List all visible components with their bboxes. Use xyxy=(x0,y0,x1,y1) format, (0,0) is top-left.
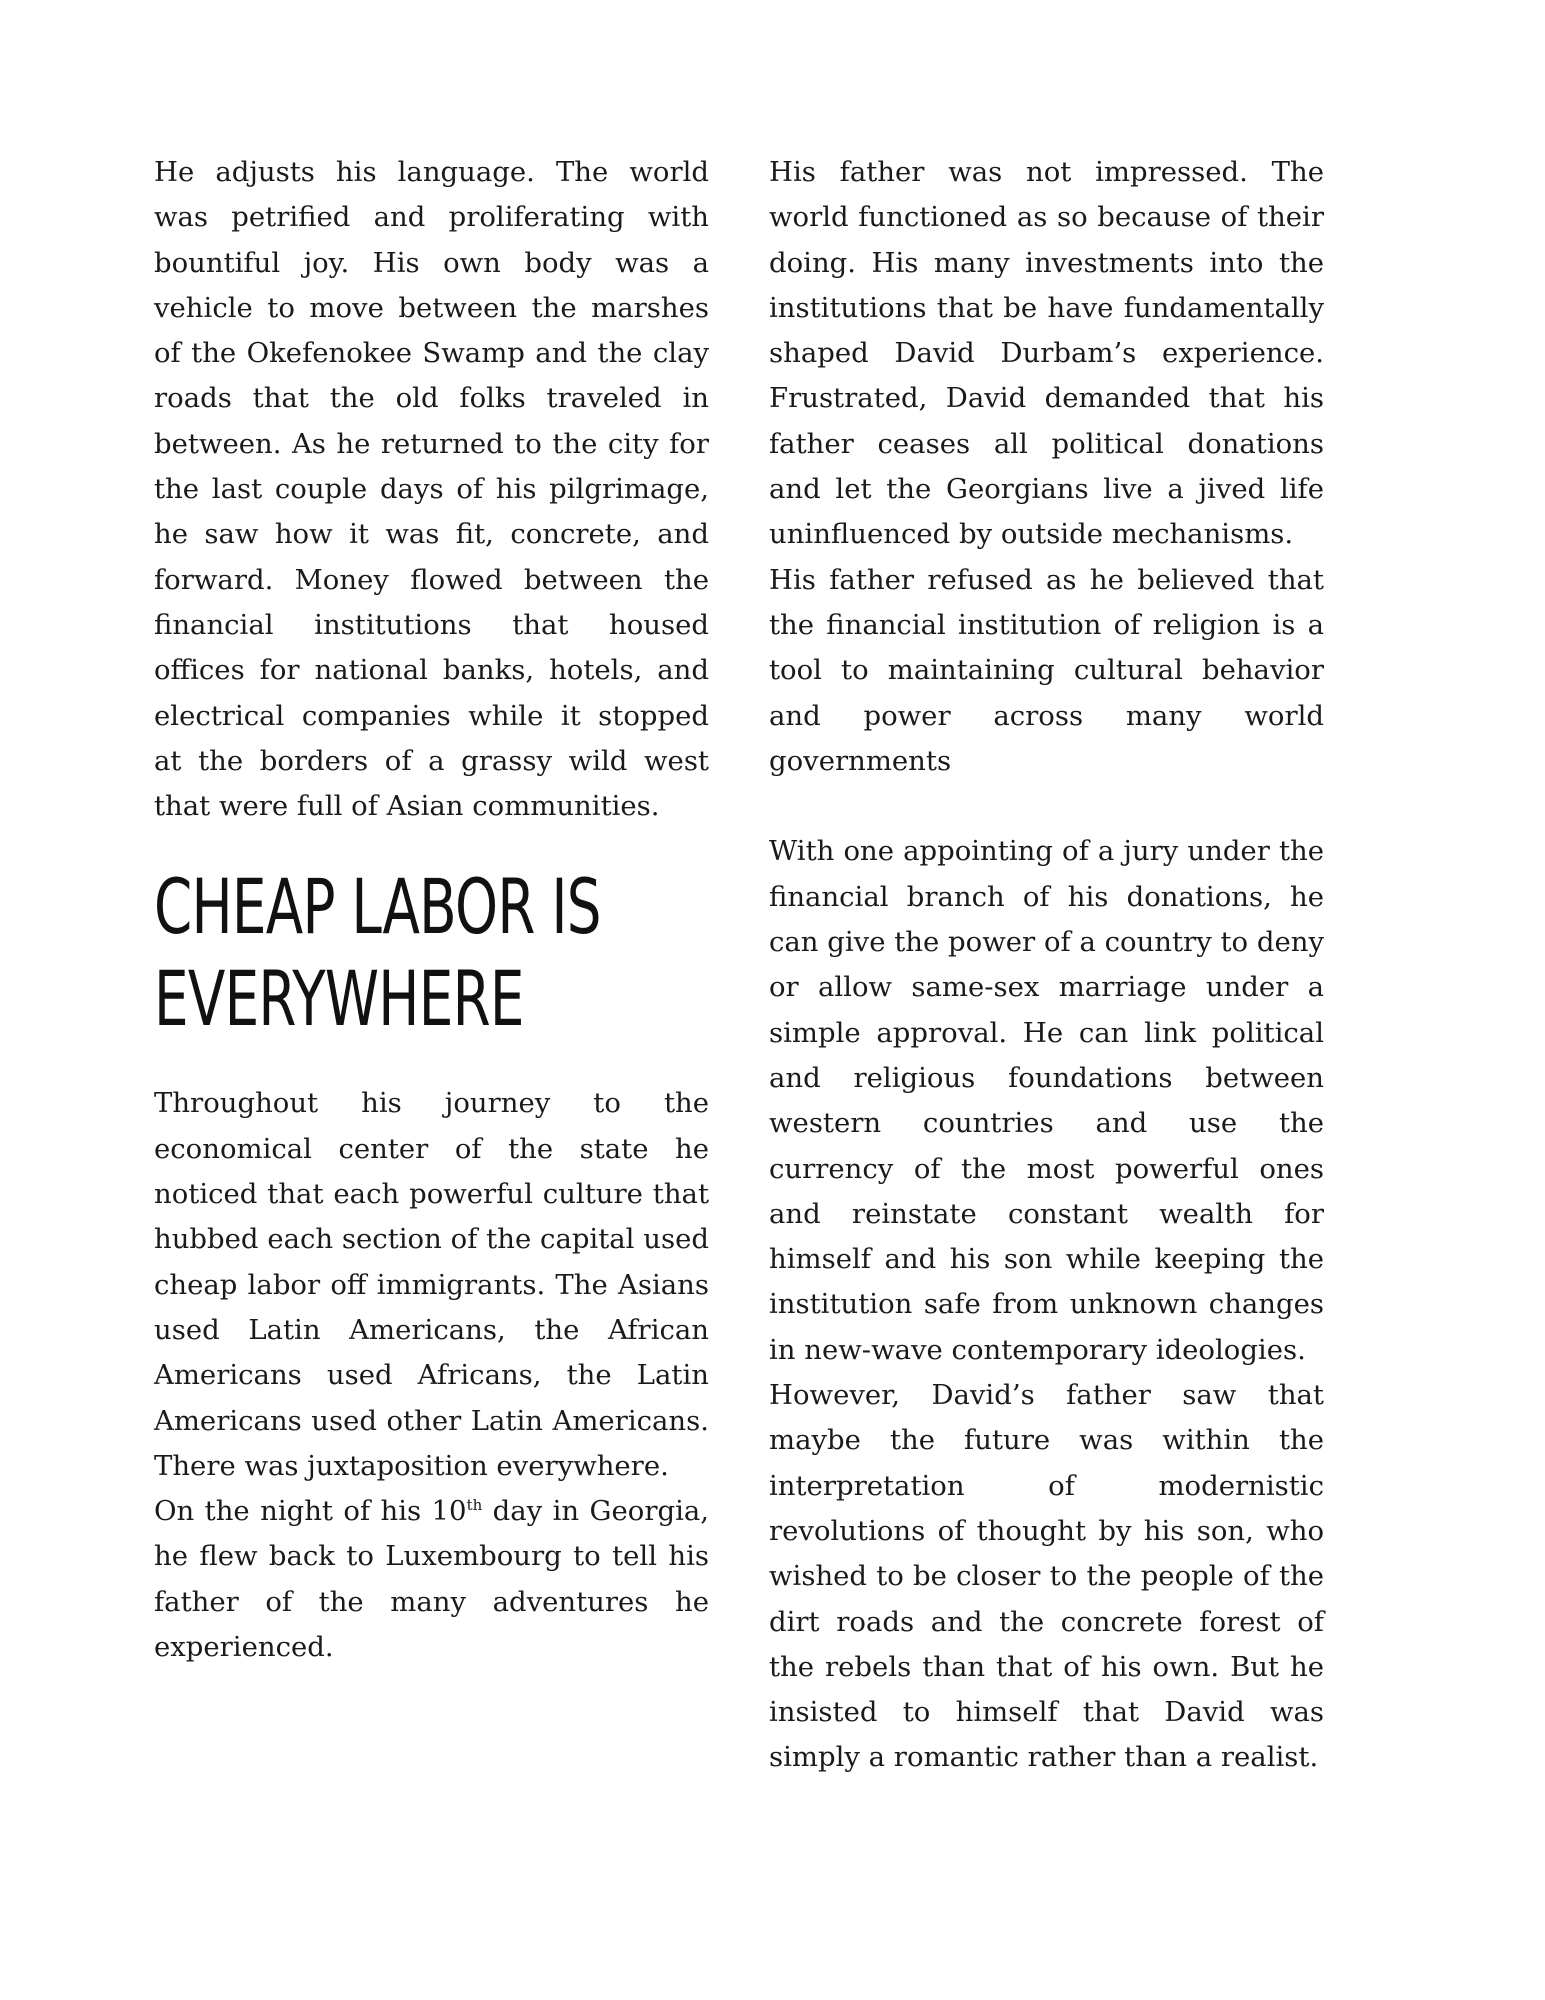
right-paragraph-2: His father refused as he believed that the financial institution of religion is a tool to maintaining cultural behavior and power across many world governments xyxy=(769,563,1324,777)
left-paragraph-3-text-b: day in Georgia, he flew back to Luxembourg to tell his father of the many adventures he experienced. xyxy=(154,1495,710,1664)
left-column xyxy=(154,150,709,1670)
right-paragraph-1: His father was not impressed. The world functioned as so because of their doing. His many investments into the institutions that be have fundamentally shaped David Durbam’s experience. Frustrated, David demanded that his father ceases all political donations and let the Georgians live a jived life uninfluenced by outside mechanisms. xyxy=(769,156,1324,551)
left-paragraph-2: Throughout his journey to the economical center of the state he noticed that each powerful culture that hubbed each section of the capital used cheap labor off immigrants. The Asians used Latin Americans, the African Americans used Africans, the Latin Americans used other Latin Americans. There was juxtaposition everywhere. xyxy=(154,1087,709,1482)
section-heading-line-2: EVERYWHERE xyxy=(154,954,524,1044)
paragraph-spacer xyxy=(769,784,1324,829)
left-paragraph-3 xyxy=(154,1489,709,1670)
left-paragraph-1: He adjusts his language. The world was petrified and proliferating with bountiful joy. His own body was a vehicle to move between the marshes of the Okefenokee Swamp and the clay roads that the old folks traveled in between. As he returned to the city for the last couple days of his pilgrimage, he saw how it was fit, concrete, and forward. Money flowed between the financial institutions that housed offices for national banks, hotels, and electrical companies while it stopped at the borders of a grassy wild west that were full of Asian communities. xyxy=(154,156,709,823)
section-heading-line-1: CHEAP LABOR IS xyxy=(154,862,601,952)
right-paragraph-4: However, David’s father saw that maybe the future was within the interpretation of modernistic revolutions of thought by his son, who wished to be closer to the people of the dirt roads and the concrete forest of the rebels than that of his own. But he insisted to himself that David was simply a romantic rather than a realist. xyxy=(769,1379,1324,1774)
left-paragraph-3-text-a: On the night of his 10 xyxy=(154,1495,467,1528)
right-paragraph-3: With one appointing of a jury under the financial branch of his donations, he can give the power of a country to deny or allow same-sex marriage under a simple approval. He can link political and religious foundations between western countries and use the currency of the most powerful ones and reinstate constant wealth for himself and his son while keeping the institution safe from unknown changes in new-wave contemporary ideologies. xyxy=(769,835,1324,1366)
right-column xyxy=(769,150,1324,1781)
ordinal-suffix: th xyxy=(466,1495,483,1514)
section-heading xyxy=(154,861,716,1045)
